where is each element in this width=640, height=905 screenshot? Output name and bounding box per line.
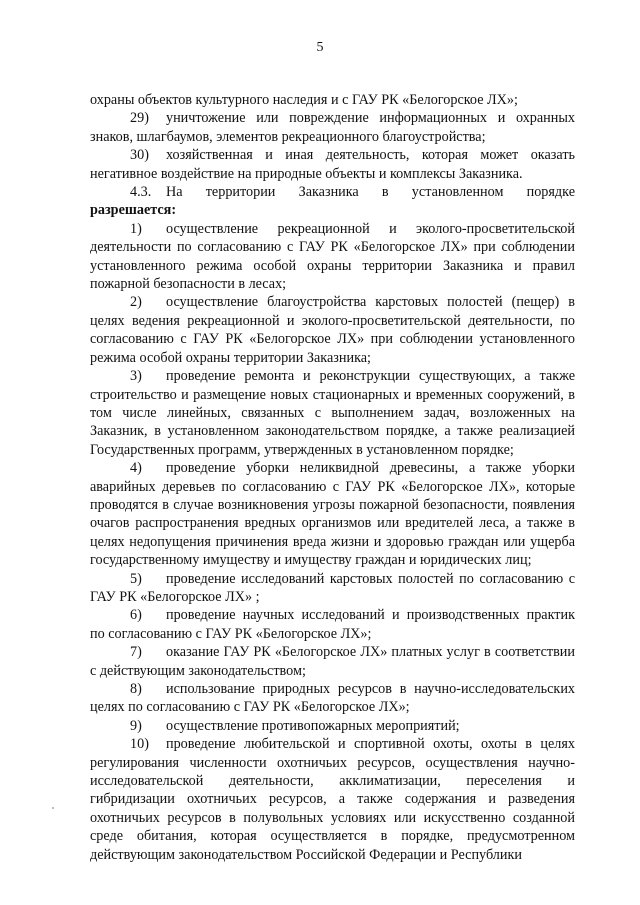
list-item-text: проведение уборки неликвидной древесины, а также уборки аварийных деревьев по согласованию с ГАУ РК «Белогорское ЛХ», которые проводятся в случае возникновения угрозы пожарной безопасности, появления очагов распространения вредных организмов или вредителей леса, а также в целях недопущения причинения вреда жизни и здоровью граждан или ущерба государственному имуществу и имуществу граждан и юридических лиц; [90, 460, 575, 569]
list-item-text: проведение ремонта и реконструкции существующих, а также строительство и размещение новых стационарных и временных сооружений, в том числе линейных, связанных с выполнением задач, возложенных на Заказник, в установленном законодательством порядке, а также реализацией Государственных программ, утвержденных в установленном порядке; [90, 368, 575, 458]
list-item-text: проведение любительской и спортивной охоты, охоты в целях регулирования численности охотничьих ресурсов, осуществления научно-исследовательской деятельности, акклиматизации, переселения и гибридизации охотничьих ресурсов, а также содержания и разведения охотничьих ресурсов в полувольных условиях или искусственно созданной среде обитания, которая осуществляется в порядке, предусмотренном действующим законодательством Российской Федерации и Республики [90, 736, 575, 863]
list-item-number: 9) [130, 717, 142, 734]
list-item-number: 10) [130, 736, 149, 753]
list-item-number: 6) [130, 607, 142, 624]
list-item-text: оказание ГАУ РК «Белогорское ЛХ» платных услуг в соответствии с действующим законодательством; [90, 644, 575, 679]
section-number: 4.3. [130, 184, 152, 201]
list-item-text: осуществление противопожарных мероприятий; [166, 717, 460, 734]
list-item-number: 29) [130, 110, 149, 127]
list-item-10 [90, 735, 575, 864]
list-item-29 [90, 109, 575, 146]
section-4-3-heading [90, 183, 575, 201]
list-item-5 [90, 570, 575, 607]
list-item-30 [90, 146, 575, 183]
list-item-number: 30) [130, 147, 149, 164]
list-item-text: проведение научных исследований и производственных практик по согласованию с ГАУ РК «Белогорское ЛХ»; [90, 607, 575, 642]
list-item-3 [90, 367, 575, 459]
list-item-number: 3) [130, 368, 142, 385]
document-body [90, 91, 575, 864]
list-item-number: 7) [130, 644, 142, 661]
list-item-6 [90, 606, 575, 643]
list-item-text: осуществление рекреационной и эколого-просветительской деятельности по согласованию с ГАУ РК «Белогорское ЛХ» при соблюдении установленного режима особой охраны территории Заказника и правил пожарной безопасности в лесах; [90, 220, 575, 293]
list-item-text: хозяйственная и иная деятельность, которая может оказать негативное воздействие на природные объекты и комплексы Заказника. [90, 147, 575, 182]
list-item-4 [90, 459, 575, 569]
section-4-3-continuation [90, 201, 575, 219]
list-item-text: уничтожение или повреждение информационных и охранных знаков, шлагбаумов, элементов рекреационного благоустройства; [90, 110, 575, 145]
list-item-number: 4) [130, 460, 142, 477]
list-item-1 [90, 220, 575, 294]
section-bold-word: разрешается [90, 202, 172, 219]
paragraph-intro-tail: охраны объектов культурного наследия и с ГАУ РК «Белогорское ЛХ»; [90, 92, 518, 108]
list-item-number: 5) [130, 570, 142, 587]
section-text: На территории Заказника в установленном порядке [166, 184, 575, 201]
section-colon: : [171, 202, 177, 219]
list-item-9 [90, 717, 575, 735]
scan-speck [52, 807, 54, 809]
list-item-number: 8) [130, 681, 142, 697]
list-item-number: 2) [130, 294, 142, 311]
list-item-text: осуществление благоустройства карстовых полостей (пещер) в целях ведения рекреационной и эколого-просветительской деятельности, по согласованию с ГАУ РК «Белогорское ЛХ» при соблюдении установленного режима особой охраны территории Заказника; [90, 294, 575, 366]
list-item-text: проведение исследований карстовых полостей по согласованию с ГАУ РК «Белогорское ЛХ» ; [90, 570, 575, 605]
list-item-2 [90, 293, 575, 367]
list-item-8 [90, 680, 575, 717]
list-item-text: использование природных ресурсов в научно-исследовательских целях по согласованию с ГАУ РК «Белогорское ЛХ»; [90, 681, 575, 716]
page-number: 5 [316, 40, 324, 55]
list-item-number: 1) [130, 220, 142, 237]
list-item-7 [90, 643, 575, 680]
